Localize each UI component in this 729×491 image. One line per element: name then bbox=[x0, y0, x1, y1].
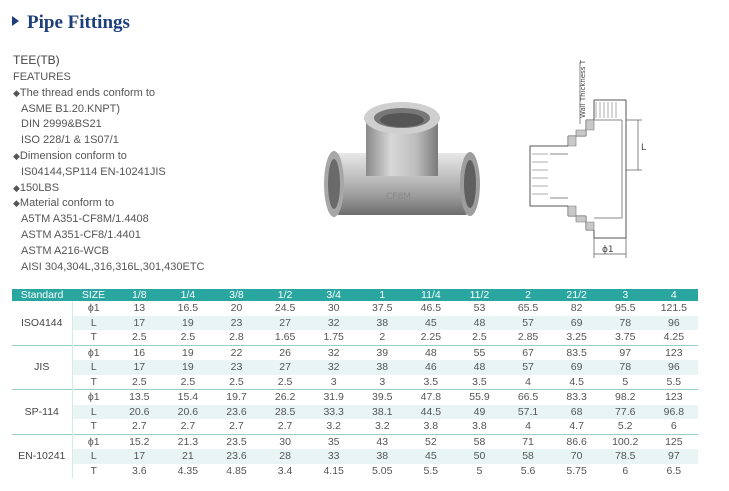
value-cell: 49 bbox=[455, 405, 504, 420]
diamond-bullet-icon: ◆ bbox=[13, 87, 20, 98]
value-cell: 5 bbox=[476, 464, 483, 477]
column-header: SIZE bbox=[72, 289, 115, 301]
value-cell: 55 bbox=[455, 345, 504, 360]
standard-cell: EN-10241 bbox=[12, 434, 72, 478]
value-cell: 78 bbox=[601, 360, 650, 375]
value-cell: 19.7 bbox=[212, 390, 261, 405]
table-body bbox=[12, 301, 698, 478]
value-cell: 21.3 bbox=[164, 434, 213, 449]
column-header: 4 bbox=[650, 289, 699, 301]
size-cell: T bbox=[90, 331, 97, 344]
value-cell: 83.3 bbox=[552, 390, 601, 405]
feature-line bbox=[13, 102, 204, 118]
value-cell: 96 bbox=[650, 360, 699, 375]
size-cell: L bbox=[72, 405, 115, 420]
value-cell: 2.5 bbox=[229, 375, 244, 388]
value-cell: 2.5 bbox=[472, 331, 487, 344]
feature-line bbox=[13, 228, 204, 244]
value-cell: 48 bbox=[455, 360, 504, 375]
value-cell: 6 bbox=[622, 464, 629, 477]
value-cell: 38 bbox=[358, 449, 407, 464]
value-cell: 28.5 bbox=[261, 405, 310, 420]
value-cell: 83.5 bbox=[552, 345, 601, 360]
column-header: 3 bbox=[601, 289, 650, 301]
value-cell: 5.5 bbox=[666, 375, 682, 388]
value-cell: 100.2 bbox=[601, 434, 650, 449]
value-cell: 2 bbox=[379, 331, 386, 344]
value-cell: 4 bbox=[525, 420, 531, 433]
size-cell: ϕ1 bbox=[72, 390, 115, 405]
value-cell: 20.6 bbox=[164, 405, 213, 420]
value-cell: 3.2 bbox=[326, 420, 341, 433]
size-cell: L bbox=[72, 449, 115, 464]
feature-text: Material conform to bbox=[19, 197, 115, 210]
diameter-label: ϕ1 bbox=[602, 245, 614, 255]
value-cell: 4.7 bbox=[569, 420, 584, 433]
table-row bbox=[12, 434, 698, 449]
value-cell: 97 bbox=[601, 345, 650, 360]
feature-text: ISO 228/1 & 1S07/1 bbox=[21, 134, 119, 147]
value-cell: 26.2 bbox=[261, 390, 310, 405]
value-cell: 53 bbox=[473, 302, 486, 315]
table-row bbox=[12, 360, 698, 375]
value-cell: 4.85 bbox=[226, 464, 247, 477]
feature-text: IS04144,SP114 EN-10241JIS bbox=[21, 165, 166, 178]
value-cell: 17 bbox=[115, 360, 164, 375]
value-cell: 66.5 bbox=[504, 390, 553, 405]
column-header: 11/2 bbox=[455, 289, 504, 301]
value-cell: 3.4 bbox=[277, 464, 293, 477]
value-cell: 21 bbox=[164, 449, 213, 464]
feature-line bbox=[13, 260, 204, 276]
value-cell: 23.5 bbox=[212, 434, 261, 449]
size-cell: ϕ1 bbox=[87, 302, 100, 315]
value-cell: 70 bbox=[552, 449, 601, 464]
feature-text: The thread ends conform to bbox=[19, 86, 156, 99]
column-header: 1/4 bbox=[164, 289, 213, 301]
value-cell: 16 bbox=[115, 345, 164, 360]
value-cell: 97 bbox=[650, 449, 699, 464]
value-cell: 2.85 bbox=[517, 331, 539, 344]
value-cell: 65.5 bbox=[517, 302, 539, 315]
standard-cell: ISO4144 bbox=[12, 301, 72, 345]
value-cell: 2.8 bbox=[229, 331, 244, 344]
value-cell: 28 bbox=[261, 449, 310, 464]
feature-line bbox=[13, 86, 204, 102]
feature-line bbox=[13, 117, 204, 133]
value-cell: 3.25 bbox=[566, 331, 587, 344]
feature-line bbox=[13, 181, 204, 197]
value-cell: 67 bbox=[504, 345, 553, 360]
value-cell: 123 bbox=[650, 390, 699, 405]
value-cell: 19 bbox=[164, 316, 213, 331]
value-cell: 96.8 bbox=[650, 405, 699, 420]
value-cell: 95.5 bbox=[615, 302, 636, 315]
value-cell: 50 bbox=[455, 449, 504, 464]
table-row bbox=[12, 345, 698, 360]
diamond-bullet-icon: ◆ bbox=[13, 150, 20, 161]
value-cell: 23.6 bbox=[212, 449, 261, 464]
features-list bbox=[13, 70, 204, 275]
value-cell: 47.8 bbox=[407, 390, 456, 405]
feature-line bbox=[13, 165, 204, 181]
feature-line bbox=[13, 149, 204, 165]
value-cell: 32 bbox=[309, 345, 358, 360]
value-cell: 68 bbox=[552, 405, 601, 420]
value-cell: 2.5 bbox=[131, 375, 147, 388]
value-cell: 39.5 bbox=[358, 390, 407, 405]
table-row bbox=[12, 405, 698, 420]
value-cell: 30 bbox=[327, 302, 340, 315]
value-cell: 32 bbox=[309, 360, 358, 375]
value-cell: 38 bbox=[358, 316, 407, 331]
value-cell: 30 bbox=[261, 434, 310, 449]
photo-logo-text: CF8M bbox=[386, 192, 411, 202]
value-cell: 4 bbox=[525, 375, 531, 388]
value-cell: 4.5 bbox=[569, 375, 584, 388]
value-cell: 69 bbox=[552, 316, 601, 331]
value-cell: 48 bbox=[455, 316, 504, 331]
value-cell: 20 bbox=[230, 302, 243, 315]
column-header: 3/4 bbox=[309, 289, 358, 301]
size-cell: L bbox=[72, 360, 115, 375]
value-cell: 2.7 bbox=[131, 420, 147, 433]
value-cell: 4.35 bbox=[177, 464, 199, 477]
value-cell: 23 bbox=[212, 316, 261, 331]
wall-thickness-label: Wall Thickness T bbox=[579, 60, 587, 118]
feature-text: ASME B1.20.KNPT) bbox=[21, 102, 121, 115]
value-cell: 5.75 bbox=[566, 464, 587, 477]
value-cell: 5.05 bbox=[372, 464, 393, 477]
value-cell: 19 bbox=[164, 360, 213, 375]
length-label: L bbox=[641, 143, 647, 153]
value-cell: 86.6 bbox=[552, 434, 601, 449]
value-cell: 39 bbox=[358, 345, 407, 360]
column-header: 3/8 bbox=[212, 289, 261, 301]
table-row bbox=[12, 390, 698, 405]
triangle-icon bbox=[12, 16, 19, 26]
value-cell: 35 bbox=[309, 434, 358, 449]
column-header: Standard bbox=[12, 289, 72, 301]
diamond-bullet-icon: ◆ bbox=[13, 198, 20, 209]
value-cell: 77.6 bbox=[601, 405, 650, 420]
size-cell: ϕ1 bbox=[72, 345, 115, 360]
column-header: 11/4 bbox=[407, 289, 456, 301]
value-cell: 57 bbox=[504, 360, 553, 375]
value-cell: 4.15 bbox=[323, 464, 344, 477]
value-cell: 78.5 bbox=[601, 449, 650, 464]
value-cell: 2.7 bbox=[180, 420, 196, 433]
value-cell: 37.5 bbox=[372, 302, 393, 315]
value-cell: 2.7 bbox=[229, 420, 244, 433]
value-cell: 45 bbox=[407, 316, 456, 331]
feature-line bbox=[13, 244, 204, 260]
value-cell: 15.2 bbox=[115, 434, 164, 449]
value-cell: 57 bbox=[504, 316, 553, 331]
value-cell: 2.5 bbox=[180, 375, 196, 388]
value-cell: 3.5 bbox=[423, 375, 439, 388]
tee-section-drawing bbox=[510, 58, 650, 268]
table-row bbox=[12, 330, 698, 345]
value-cell: 82 bbox=[570, 302, 583, 315]
feature-text: ASTM A351-CF8/1.4401 bbox=[21, 228, 141, 241]
value-cell: 1.75 bbox=[323, 331, 344, 344]
value-cell: 2.5 bbox=[131, 331, 147, 344]
value-cell: 23 bbox=[212, 360, 261, 375]
column-header: 1/2 bbox=[261, 289, 310, 301]
tee-fitting-photo bbox=[322, 98, 482, 234]
column-header: 1/8 bbox=[115, 289, 164, 301]
feature-text: 150LBS bbox=[19, 181, 60, 194]
value-cell: 22 bbox=[212, 345, 261, 360]
value-cell: 33 bbox=[309, 449, 358, 464]
feature-text: DIN 2999&BS21 bbox=[21, 118, 102, 131]
value-cell: 32 bbox=[309, 316, 358, 331]
value-cell: 15.4 bbox=[164, 390, 213, 405]
value-cell: 27 bbox=[261, 360, 310, 375]
value-cell: 3.6 bbox=[131, 464, 147, 477]
value-cell: 5.6 bbox=[520, 464, 536, 477]
value-cell: 78 bbox=[601, 316, 650, 331]
feature-line bbox=[13, 196, 204, 212]
value-cell: 43 bbox=[358, 434, 407, 449]
table-row bbox=[12, 316, 698, 331]
value-cell: 13.5 bbox=[115, 390, 164, 405]
value-cell: 57.1 bbox=[504, 405, 553, 420]
value-cell: 44.5 bbox=[407, 405, 456, 420]
value-cell: 2.7 bbox=[277, 420, 293, 433]
value-cell: 55.9 bbox=[455, 390, 504, 405]
value-cell: 2.5 bbox=[277, 375, 293, 388]
value-cell: 5 bbox=[622, 375, 629, 388]
value-cell: 58 bbox=[455, 434, 504, 449]
table-row bbox=[12, 419, 698, 434]
value-cell: 123 bbox=[650, 345, 699, 360]
feature-line bbox=[13, 133, 204, 149]
value-cell: 98.2 bbox=[601, 390, 650, 405]
page-title: Pipe Fittings bbox=[12, 12, 130, 34]
size-cell: L bbox=[72, 316, 115, 331]
value-cell: 4.25 bbox=[663, 331, 685, 344]
value-cell: 2.5 bbox=[180, 331, 196, 344]
value-cell: 46 bbox=[407, 360, 456, 375]
value-cell: 17 bbox=[115, 316, 164, 331]
value-cell: 24.5 bbox=[274, 302, 296, 315]
diamond-bullet-icon: ◆ bbox=[13, 182, 20, 193]
feature-line bbox=[13, 212, 204, 228]
table-row bbox=[12, 449, 698, 464]
value-cell: 5.5 bbox=[423, 464, 439, 477]
value-cell: 96 bbox=[650, 316, 699, 331]
column-header: 2 bbox=[504, 289, 553, 301]
feature-text: AISI 304,304L,316,316L,301,430ETC bbox=[21, 260, 205, 273]
value-cell: 23.6 bbox=[212, 405, 261, 420]
column-header: 1 bbox=[358, 289, 407, 301]
table-row bbox=[12, 301, 698, 316]
value-cell: 125 bbox=[650, 434, 699, 449]
value-cell: 71 bbox=[504, 434, 553, 449]
value-cell: 52 bbox=[407, 434, 456, 449]
value-cell: 58 bbox=[504, 449, 553, 464]
size-cell: ϕ1 bbox=[72, 434, 115, 449]
value-cell: 19 bbox=[164, 345, 213, 360]
value-cell: 2.25 bbox=[420, 331, 442, 344]
value-cell: 5.2 bbox=[617, 420, 633, 433]
value-cell: 38.1 bbox=[358, 405, 407, 420]
value-cell: 3.8 bbox=[423, 420, 439, 433]
feature-text: A5TM A351-CF8M/1.4408 bbox=[21, 213, 149, 226]
size-cell: T bbox=[90, 420, 97, 433]
value-cell: 69 bbox=[552, 360, 601, 375]
standard-cell: JIS bbox=[12, 345, 72, 390]
feature-text: ASTM A216-WCB bbox=[21, 244, 110, 257]
value-cell: 3 bbox=[379, 375, 386, 388]
features-heading: FEATURES bbox=[13, 71, 71, 83]
value-cell: 6.5 bbox=[666, 464, 682, 477]
table-row bbox=[12, 464, 698, 479]
value-cell: 48 bbox=[407, 345, 456, 360]
value-cell: 16.5 bbox=[177, 302, 199, 315]
value-cell: 31.9 bbox=[309, 390, 358, 405]
value-cell: 3.75 bbox=[615, 331, 636, 344]
value-cell: 45 bbox=[407, 449, 456, 464]
table-header-row bbox=[12, 289, 698, 301]
value-cell: 33.3 bbox=[309, 405, 358, 420]
standard-cell: SP-114 bbox=[12, 390, 72, 435]
table-row bbox=[12, 375, 698, 390]
value-cell: 17 bbox=[115, 449, 164, 464]
value-cell: 20.6 bbox=[115, 405, 164, 420]
column-header: 21/2 bbox=[552, 289, 601, 301]
value-cell: 26 bbox=[261, 345, 310, 360]
value-cell: 3.8 bbox=[472, 420, 487, 433]
value-cell: 121.5 bbox=[660, 302, 687, 315]
value-cell: 3.2 bbox=[374, 420, 390, 433]
value-cell: 3 bbox=[330, 375, 337, 388]
value-cell: 46.5 bbox=[420, 302, 442, 315]
product-name: TEE(TB) bbox=[13, 53, 60, 67]
value-cell: 6 bbox=[670, 420, 677, 433]
size-cell: T bbox=[90, 464, 97, 477]
feature-text: Dimension conform to bbox=[19, 149, 127, 162]
size-cell: T bbox=[90, 375, 97, 388]
value-cell: 13 bbox=[133, 302, 146, 315]
value-cell: 3.5 bbox=[472, 375, 487, 388]
dimension-table bbox=[12, 289, 698, 478]
value-cell: 1.65 bbox=[274, 331, 296, 344]
value-cell: 27 bbox=[261, 316, 310, 331]
value-cell: 38 bbox=[358, 360, 407, 375]
